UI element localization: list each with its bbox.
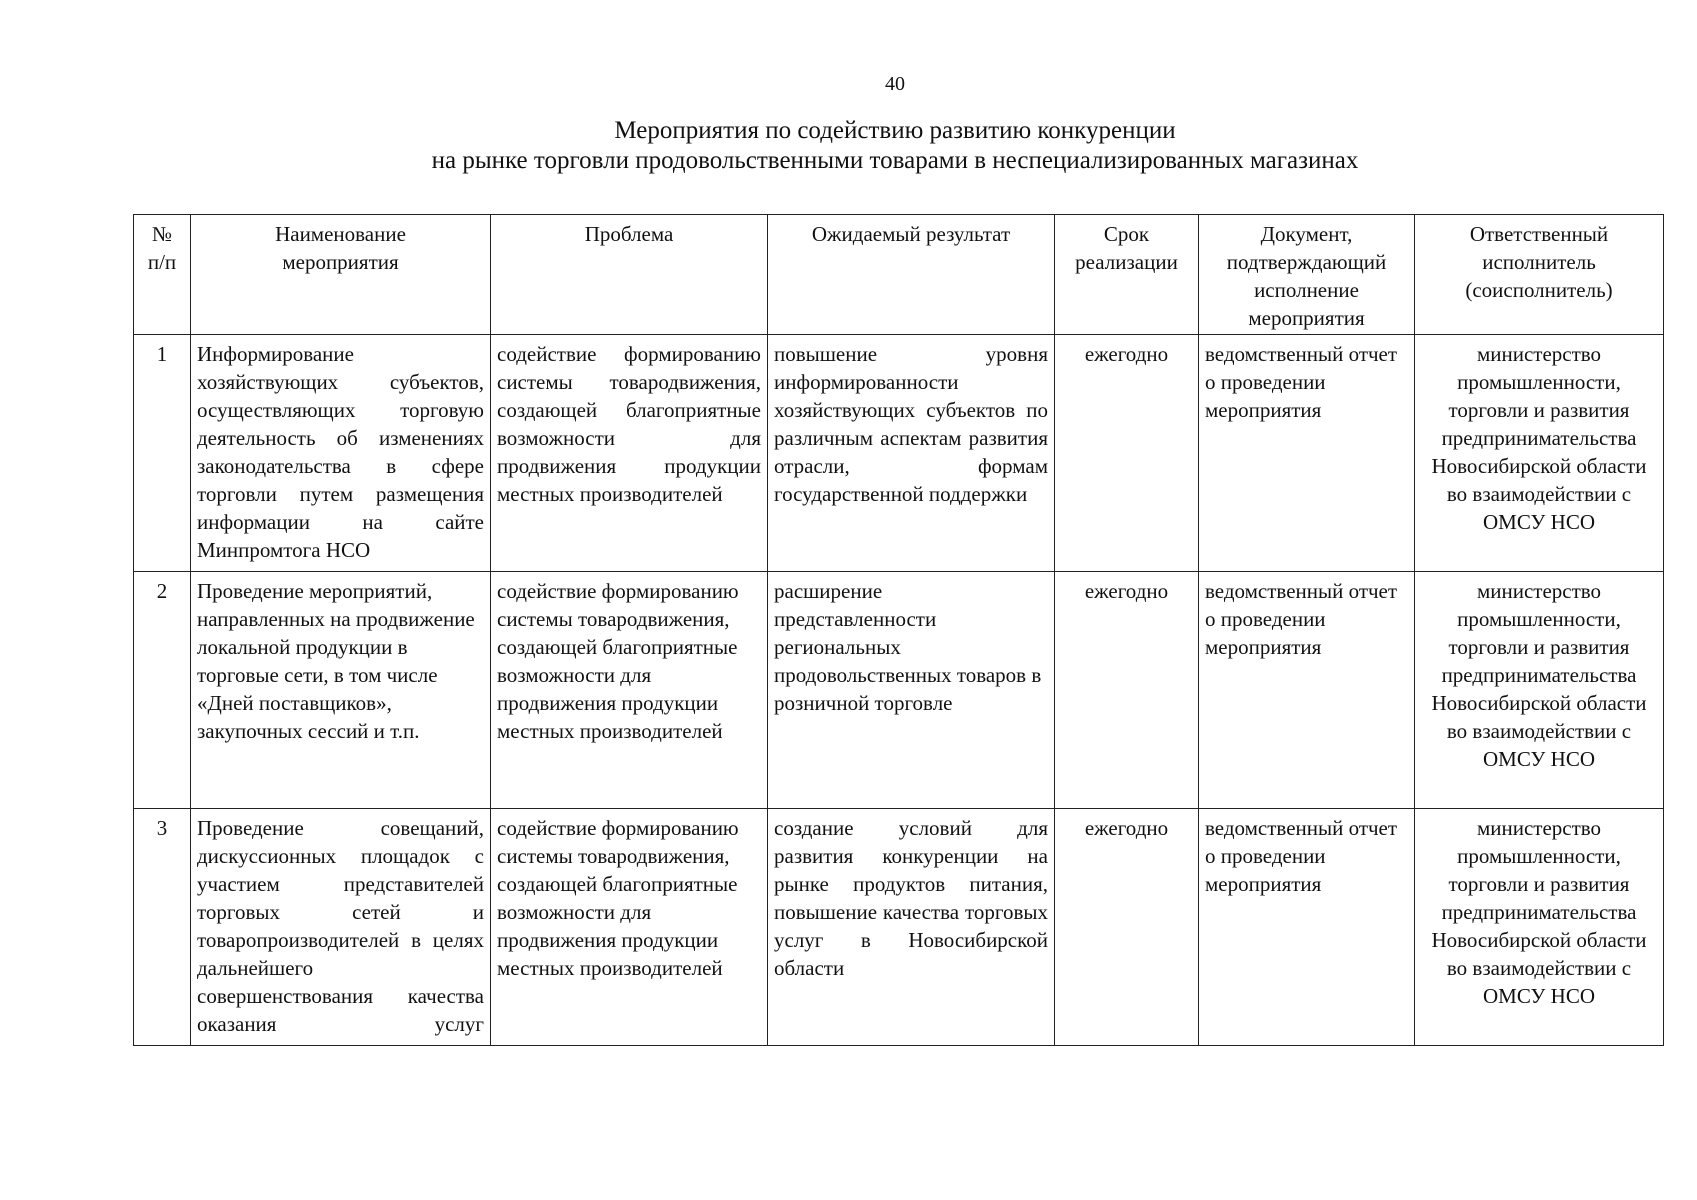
measure-document: ведомственный отчет о проведении мероприятия xyxy=(1199,335,1415,572)
title-line-1: Мероприятия по содействию развитию конкуренции xyxy=(614,117,1176,144)
measure-result: повышение уровня информированности хозяйствующих субъектов по различным аспектам развития отрасли, формам государственной поддержки xyxy=(768,335,1055,572)
measure-result: расширение представленности региональных продовольственных товаров в розничной торговле xyxy=(768,572,1055,809)
header-name: Наименование мероприятия xyxy=(191,215,491,335)
measure-responsible: министерство промышленности, торговли и развития предпринимательства Новосибирской области во взаимодействии с ОМСУ НСО xyxy=(1415,335,1664,572)
measure-result: создание условий для развития конкуренции на рынке продуктов питания, повышение качества торговых услуг в Новосибирской области xyxy=(768,809,1055,1046)
header-result: Ожидаемый результат xyxy=(768,215,1055,335)
row-number: 3 xyxy=(134,809,191,1046)
header-term: Срок реализации xyxy=(1055,215,1199,335)
row-number: 2 xyxy=(134,572,191,809)
table-header-row xyxy=(134,215,1664,335)
measure-term: ежегодно xyxy=(1055,809,1199,1046)
header-responsible: Ответственный исполнитель (соисполнитель) xyxy=(1415,215,1664,335)
measure-responsible: министерство промышленности, торговли и развития предпринимательства Новосибирской области во взаимодействии с ОМСУ НСО xyxy=(1415,572,1664,809)
measure-responsible: министерство промышленности, торговли и развития предпринимательства Новосибирской области во взаимодействии с ОМСУ НСО xyxy=(1415,809,1664,1046)
measure-name: Проведение совещаний, дискуссионных площадок с участием представителей торговых сетей и товаропроизводителей в целях дальнейшего совершенствования качества оказания услуг xyxy=(191,809,491,1046)
header-number: № п/п xyxy=(134,215,191,335)
document-title xyxy=(0,116,1697,176)
measure-term: ежегодно xyxy=(1055,335,1199,572)
header-problem: Проблема xyxy=(491,215,768,335)
measure-name: Проведение мероприятий, направленных на продвижение локальной продукции в торговые сети, в том числе «Дней поставщиков», закупочных сессий и т.п. xyxy=(191,572,491,809)
row-number: 1 xyxy=(134,335,191,572)
table-row xyxy=(134,335,1664,572)
table-row xyxy=(134,809,1664,1046)
page-number: 40 xyxy=(885,73,905,95)
measure-problem: содействие формированию системы товародвижения, создающей благоприятные возможности для продвижения продукции местных производителей xyxy=(491,335,768,572)
measure-term: ежегодно xyxy=(1055,572,1199,809)
measure-problem: содействие формированию системы товародвижения, создающей благоприятные возможности для продвижения продукции местных производителей xyxy=(491,809,768,1046)
title-line-2: на рынке торговли продовольственными товарами в неспециализированных магазинах xyxy=(431,147,1359,174)
header-document: Документ, подтверждающий исполнение мероприятия xyxy=(1199,215,1415,335)
table-row xyxy=(134,572,1664,809)
measures-table xyxy=(133,214,1664,1046)
measure-document: ведомственный отчет о проведении мероприятия xyxy=(1199,572,1415,809)
measure-name: Информирование хозяйствующих субъектов, осуществляющих торговую деятельность об изменениях законодательства в сфере торговли путем размещения информации на сайте Минпромтога НСО xyxy=(191,335,491,572)
measure-problem: содействие формированию системы товародвижения, создающей благоприятные возможности для продвижения продукции местных производителей xyxy=(491,572,768,809)
measure-document: ведомственный отчет о проведении мероприятия xyxy=(1199,809,1415,1046)
